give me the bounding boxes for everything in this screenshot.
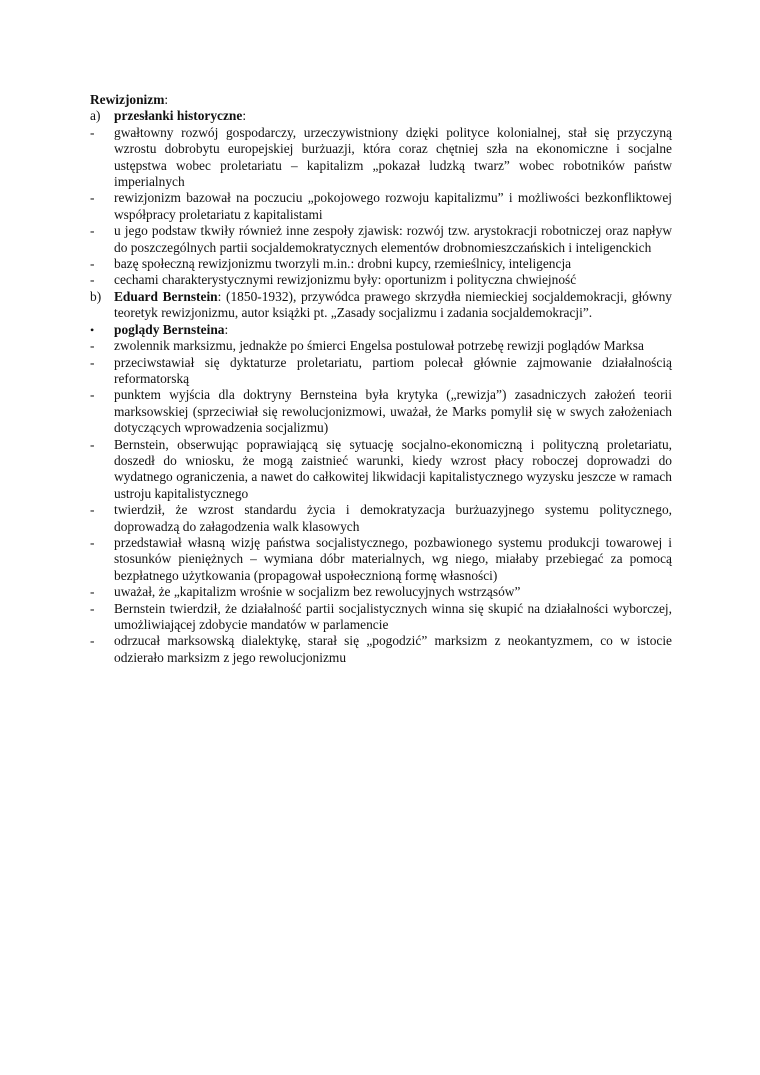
- title-text: Rewizjonizm: [90, 92, 165, 107]
- bullet-icon: •: [90, 322, 95, 337]
- section-b: [90, 289, 672, 322]
- list-item: [90, 535, 672, 584]
- title-colon: :: [164, 92, 169, 107]
- list-item-text: u jego podstaw tkwiły również inne zespoły zjawisk: rozwój tzw. arystokracji robotniczej oraz napływ do poszczególnych partii socjaldemokratycznych elementów drobnomieszczańskich i inteligenckich: [114, 223, 672, 255]
- list-item-text: punktem wyjścia dla doktryny Bernsteina była krytyka („rewizja”) zasadniczych założeń teorii marksowskiej (sprzeciwiał się rewolucjonizmowi, uważał, że Marks pomylił się w swych założeniach dotyczących wprowadzenia socjalizmu): [114, 387, 672, 436]
- dash-marker: -: [90, 600, 95, 616]
- section-a-marker: a): [90, 108, 101, 124]
- section-a-label-wrap: [114, 108, 672, 124]
- views-label-wrap: [114, 322, 672, 338]
- list-item-text: bazę społeczną rewizjonizmu tworzyli m.in.: drobni kupcy, rzemieślnicy, inteligencja: [114, 256, 572, 272]
- list-item: [90, 338, 672, 354]
- list-item: [90, 601, 672, 634]
- list-item-text: zwolennik marksizmu, jednakże po śmierci Engelsa postulował potrzebę rewizji poglądów Marksa: [114, 338, 644, 354]
- section-a-colon: :: [242, 108, 247, 124]
- section-b-text: [114, 289, 672, 322]
- list-item: [90, 190, 672, 223]
- list-item: [90, 125, 672, 191]
- list-item: [90, 387, 672, 436]
- dash-marker: -: [90, 633, 95, 649]
- list-item: [90, 502, 672, 535]
- list-item: [90, 633, 672, 666]
- dash-marker: -: [90, 124, 95, 140]
- list-item: [90, 272, 672, 288]
- document-title: [90, 92, 672, 108]
- document-page: [90, 92, 672, 666]
- dash-marker: -: [90, 272, 95, 288]
- section-b-description: : (1850-1932), przywódca prawego skrzydła niemieckiej socjaldemokracji, główny teoretyk rewizjonizmu, autor książki pt. „Zasady socjalizmu i zadania socjaldemokracji”.: [114, 288, 672, 321]
- list-item-text: twierdził, że wzrost standardu życia i demokratyzacja burżuazyjnego systemu politycznego, doprowadzą do załagodzenia walk klasowych: [114, 502, 672, 534]
- dash-marker: -: [90, 502, 95, 518]
- list-item: [90, 437, 672, 503]
- list-item-text: przeciwstawiał się dyktaturze proletariatu, partiom polecał głównie zajmowanie działalnością reformatorską: [114, 354, 672, 386]
- list-item: [90, 355, 672, 388]
- views-heading: [90, 322, 672, 338]
- dash-marker: -: [90, 354, 95, 370]
- views-label: poglądy Bernsteina: [114, 321, 225, 337]
- list-item-text: Bernstein, obserwując poprawiającą się sytuację socjalno-ekonomiczną i polityczną proletariatu, doszedł do wniosku, że mogą zaistnieć warunki, kiedy wzrost płacy roboczej doprowadzi do wydatnego ograniczenia, a nawet do całkowitej likwidacji kapitalistycznego wyzysku jeszcze w ramach ustroju kapitalistycznego: [114, 436, 672, 501]
- dash-marker: -: [90, 256, 95, 272]
- list-item-text: uważał, że „kapitalizm wrośnie w socjalizm bez rewolucyjnych wstrząsów”: [114, 584, 521, 600]
- section-b-marker: b): [90, 288, 102, 304]
- section-a-heading: [90, 108, 672, 124]
- dash-marker: -: [90, 190, 95, 206]
- views-colon: :: [224, 321, 229, 337]
- dash-marker: -: [90, 387, 95, 403]
- dash-marker: -: [90, 338, 95, 354]
- list-item-text: przedstawiał własną wizję państwa socjalistycznego, pozbawionego systemu produkcji towarowej i stosunków pieniężnych – wymiana dóbr materialnych, wg niego, miałaby przebiegać za pomocą bezpłatnego użytkowania (propagował uspołecznioną formę własności): [114, 534, 672, 583]
- list-item-text: gwałtowny rozwój gospodarczy, urzeczywistniony dzięki polityce kolonialnej, stał się przyczyną wzrostu dobrobytu europejskiej burżuazji, która coraz chętniej szła na ekonomiczne i socjalne ustępstwa wobec proletariatu – kapitalizm „pokazał ludzką twarz” wobec robotników państw imperialnych: [114, 124, 672, 190]
- list-item: [90, 584, 672, 600]
- section-b-name: Eduard Bernstein: [114, 288, 218, 304]
- dash-marker: -: [90, 584, 95, 600]
- list-item-text: rewizjonizm bazował na poczuciu „pokojowego rozwoju kapitalizmu” i możliwości bezkonfliktowej współpracy proletariatu z kapitalistami: [114, 190, 672, 222]
- dash-marker: -: [90, 534, 95, 550]
- section-a-label: przesłanki historyczne: [114, 108, 243, 124]
- list-item-text: cechami charakterystycznymi rewizjonizmu były: oportunizm i polityczna chwiejność: [114, 272, 577, 288]
- dash-marker: -: [90, 436, 95, 452]
- list-item: [90, 223, 672, 256]
- list-item-text: Bernstein twierdził, że działalność partii socjalistycznych winna się skupić na działalności wyborczej, umożliwiającej zdobycie mandatów w parlamencie: [114, 600, 672, 632]
- list-item: [90, 256, 672, 272]
- dash-marker: -: [90, 223, 95, 239]
- list-item-text: odrzucał marksowską dialektykę, starał się „pogodzić” marksizm z neokantyzmem, co w istocie odzierało marksizm z jego rewolucjonizmu: [114, 633, 672, 665]
